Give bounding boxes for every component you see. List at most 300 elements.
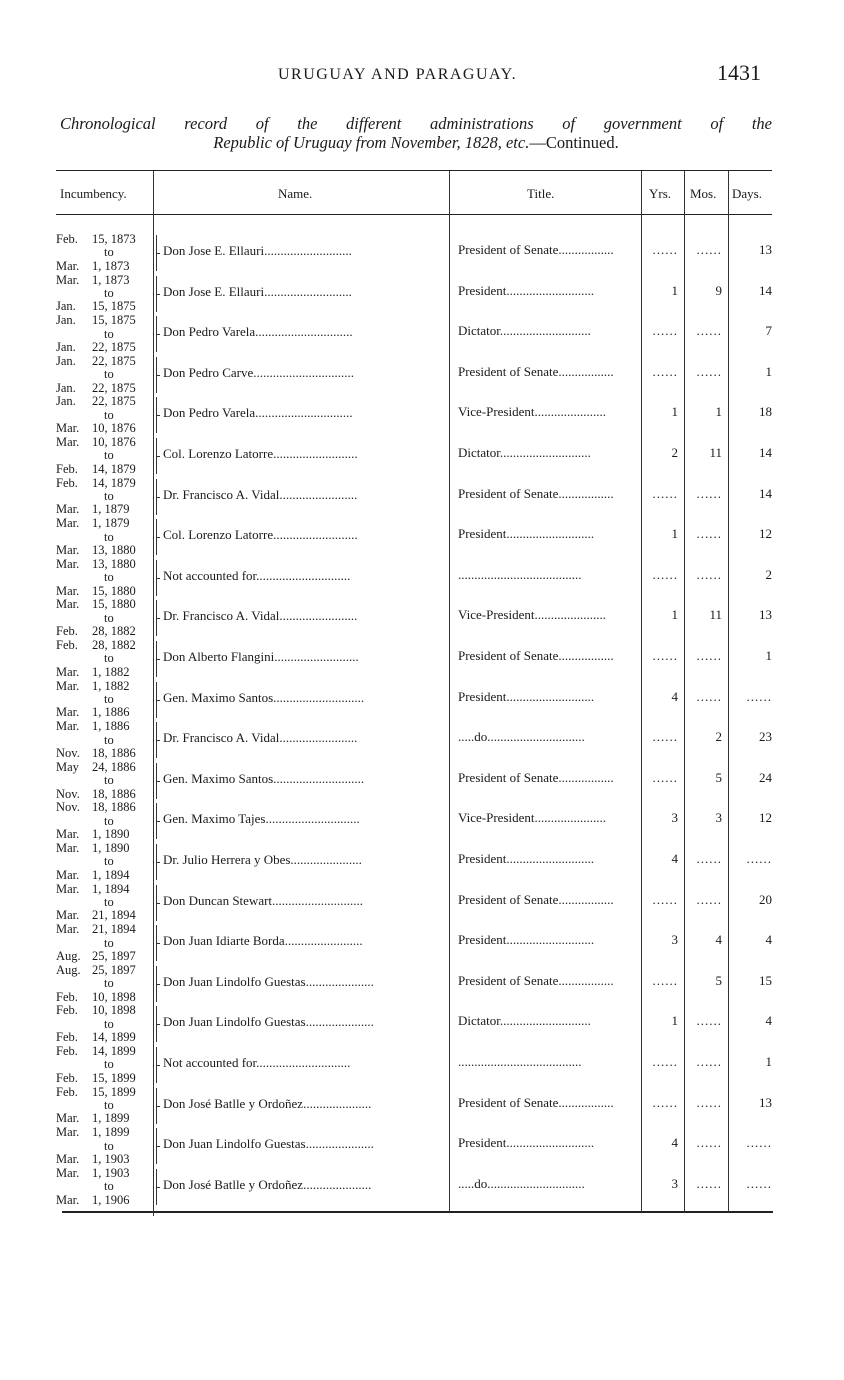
- yrs-cell: ......: [652, 1094, 678, 1110]
- mos-cell: 5: [715, 769, 722, 785]
- to-date: 22, 1875: [92, 340, 136, 354]
- to-connector: to: [104, 1179, 114, 1194]
- to-month: Mar.: [56, 543, 80, 557]
- from-date: 15, 1899: [92, 1084, 136, 1099]
- name-cell: Don Pedro Varela..............................: [163, 324, 353, 340]
- to-connector: to: [104, 407, 114, 422]
- yrs-cell: ......: [652, 566, 678, 582]
- bracket-mark: [156, 682, 162, 718]
- yrs-cell: 3: [671, 1175, 678, 1191]
- from-month: Feb.: [56, 1044, 78, 1058]
- mos-cell: 9: [715, 282, 722, 298]
- days-cell: 14: [759, 485, 772, 501]
- incumbency-cell: [56, 964, 146, 1004]
- days-cell: 12: [759, 810, 772, 826]
- bracket-mark: [156, 1128, 162, 1164]
- from-date: 1, 1879: [92, 516, 130, 531]
- to-date: 1, 1890: [92, 827, 130, 842]
- bracket-mark: [156, 438, 162, 474]
- column-divider: [728, 171, 729, 1212]
- mos-cell: ......: [696, 1094, 722, 1110]
- to-month: Mar.: [56, 705, 80, 720]
- title-cell: President of Senate.................: [458, 972, 614, 988]
- title-cell: Vice-President......................: [458, 404, 606, 420]
- to-month: Mar.: [56, 908, 80, 923]
- to-month: Feb.: [56, 624, 78, 639]
- to-date: 15, 1875: [92, 299, 136, 314]
- to-month: Feb.: [56, 1070, 78, 1085]
- bracket-mark: [156, 600, 162, 636]
- from-date: 1, 1886: [92, 719, 130, 734]
- bracket-mark: [156, 1047, 162, 1083]
- incumbency-cell: [56, 477, 146, 517]
- from-month: Mar.: [56, 719, 80, 734]
- caption-line-2: [60, 133, 772, 152]
- title-cell: President...........................: [458, 1135, 595, 1151]
- to-connector: to: [104, 570, 114, 585]
- name-cell: Gen. Maximo Tajes.............................: [163, 811, 360, 827]
- yrs-cell: 1: [671, 526, 678, 542]
- incumbency-cell: [56, 720, 146, 760]
- name-cell: Don Juan Lindolfo Guestas.....................: [163, 973, 374, 989]
- from-month: Feb.: [56, 1084, 78, 1099]
- title-cell: President of Senate.................: [458, 485, 614, 501]
- yrs-cell: 1: [671, 1013, 678, 1029]
- column-header-name: Name.: [278, 186, 313, 201]
- days-cell: ......: [746, 851, 772, 866]
- name-cell: Don Pedro Carve...............................: [163, 364, 355, 380]
- to-connector: to: [104, 1057, 114, 1072]
- incumbency-cell: [56, 1045, 146, 1085]
- incumbency-cell: [56, 639, 146, 679]
- to-connector: to: [104, 1098, 114, 1112]
- from-date: 28, 1882: [92, 638, 136, 652]
- from-month: Jan.: [56, 353, 76, 368]
- yrs-cell: 4: [671, 1135, 678, 1151]
- page-specks: [0, 1346, 844, 1366]
- bracket-mark: [156, 885, 162, 921]
- bracket-mark: [156, 276, 162, 312]
- from-date: 14, 1879: [92, 475, 136, 490]
- days-cell: 24: [759, 769, 772, 785]
- to-month: Nov.: [56, 786, 80, 801]
- incumbency-cell: [56, 517, 146, 557]
- from-month: Jan.: [56, 394, 76, 409]
- incumbency-cell: [56, 598, 146, 638]
- from-month: Mar.: [56, 841, 80, 855]
- mos-cell: ......: [696, 648, 722, 663]
- days-cell: 14: [759, 282, 772, 298]
- name-cell: Not accounted for.............................: [163, 567, 351, 583]
- to-connector: to: [104, 813, 114, 828]
- from-month: Nov.: [56, 800, 80, 815]
- to-date: 15, 1899: [92, 1070, 136, 1085]
- title-cell: President...........................: [458, 688, 595, 704]
- title-cell: Vice-President......................: [458, 810, 606, 826]
- to-date: 14, 1879: [92, 461, 136, 476]
- mos-cell: ......: [696, 688, 722, 704]
- mos-cell: 11: [709, 607, 722, 623]
- table-caption: [60, 114, 772, 152]
- column-divider: [641, 171, 642, 1212]
- to-month: Mar.: [56, 502, 80, 517]
- mos-cell: 1: [715, 404, 722, 420]
- to-connector: to: [104, 448, 114, 463]
- bracket-mark: [156, 357, 162, 393]
- yrs-cell: ......: [652, 323, 678, 339]
- incumbency-cell: [56, 355, 146, 395]
- to-month: Mar.: [56, 664, 80, 679]
- from-date: 22, 1875: [92, 394, 136, 409]
- column-header-title: Title.: [527, 186, 555, 201]
- from-month: Feb.: [56, 1003, 78, 1018]
- mos-cell: ......: [696, 566, 722, 582]
- bracket-mark: [156, 397, 162, 433]
- to-month: Mar.: [56, 827, 80, 842]
- from-date: 18, 1886: [92, 800, 136, 815]
- to-connector: to: [104, 245, 114, 260]
- from-date: 1, 1882: [92, 678, 130, 693]
- name-cell: Gen. Maximo Santos............................: [163, 689, 365, 705]
- to-date: 25, 1897: [92, 949, 136, 963]
- to-month: Jan.: [56, 380, 76, 395]
- title-cell: President of Senate.................: [458, 769, 614, 785]
- from-month: Mar.: [56, 597, 80, 612]
- days-cell: 23: [759, 729, 772, 745]
- to-month: Feb.: [56, 1030, 78, 1045]
- title-cell: President of Senate.................: [458, 242, 614, 257]
- mos-cell: ......: [696, 242, 722, 257]
- to-connector: to: [104, 326, 114, 341]
- to-connector: to: [104, 976, 114, 991]
- name-cell: Don José Batlle y Ordoñez.....................: [163, 1095, 372, 1111]
- incumbency-cell: [56, 274, 146, 314]
- from-month: Mar.: [56, 881, 80, 896]
- bracket-mark: [156, 763, 162, 799]
- to-connector: to: [104, 732, 114, 747]
- bracket-mark: [156, 316, 162, 352]
- to-date: 10, 1898: [92, 989, 136, 1004]
- from-date: 22, 1875: [92, 353, 136, 368]
- to-date: 18, 1886: [92, 786, 136, 801]
- incumbency-cell: [56, 1086, 146, 1126]
- days-cell: 15: [759, 972, 772, 988]
- title-cell: President of Senate.................: [458, 891, 614, 907]
- to-connector: to: [104, 529, 114, 544]
- from-month: Mar.: [56, 272, 80, 287]
- title-cell: President...........................: [458, 932, 595, 948]
- to-date: 1, 1899: [92, 1111, 130, 1126]
- from-month: Mar.: [56, 678, 80, 693]
- days-cell: 4: [765, 1013, 772, 1029]
- name-cell: Don Jose E. Ellauri...........................: [163, 243, 352, 258]
- bracket-mark: [156, 560, 162, 596]
- title-cell: ......................................: [458, 566, 582, 582]
- incumbency-cell: [56, 395, 146, 435]
- column-divider: [684, 171, 685, 1212]
- to-date: 28, 1882: [92, 624, 136, 639]
- column-header-yrs: Yrs.: [649, 186, 672, 201]
- mos-cell: ......: [696, 323, 722, 339]
- to-month: Mar.: [56, 421, 80, 436]
- title-cell: .....do..............................: [458, 729, 585, 745]
- yrs-cell: 1: [671, 607, 678, 623]
- bracket-mark: [156, 1006, 162, 1042]
- incumbency-cell: [56, 558, 146, 598]
- incumbency-cell: [56, 801, 146, 841]
- incumbency-cell: [56, 923, 146, 963]
- name-cell: Don Jose E. Ellauri...........................: [163, 283, 352, 299]
- to-date: 1, 1882: [92, 664, 130, 679]
- mos-cell: ......: [696, 1135, 722, 1151]
- incumbency-cell: [56, 1167, 146, 1207]
- to-connector: to: [104, 651, 114, 666]
- yrs-cell: ......: [652, 242, 678, 257]
- column-header-days: Days.: [732, 186, 762, 201]
- to-month: Feb.: [56, 461, 78, 476]
- to-month: Feb.: [56, 989, 78, 1004]
- yrs-cell: ......: [652, 729, 678, 745]
- bracket-mark: [156, 1169, 162, 1205]
- name-cell: Don Pedro Varela..............................: [163, 405, 353, 421]
- days-cell: 1: [765, 363, 772, 379]
- from-date: 1, 1894: [92, 881, 130, 896]
- from-month: Feb.: [56, 638, 78, 652]
- name-cell: Not accounted for.............................: [163, 1055, 351, 1070]
- from-month: Mar.: [56, 922, 80, 937]
- yrs-cell: ......: [652, 363, 678, 379]
- from-month: May: [56, 759, 79, 774]
- page-number: 1431: [717, 60, 761, 85]
- from-date: 1, 1890: [92, 841, 130, 855]
- bracket-mark: [156, 235, 162, 271]
- from-date: 24, 1886: [92, 759, 136, 774]
- from-date: 14, 1899: [92, 1044, 136, 1058]
- to-connector: to: [104, 286, 114, 300]
- running-head: URUGUAY AND PARAGUAY.: [278, 66, 518, 83]
- incumbency-cell: [56, 883, 146, 923]
- mos-cell: ......: [696, 1175, 722, 1191]
- title-cell: President...........................: [458, 526, 595, 542]
- to-date: 1, 1903: [92, 1152, 130, 1166]
- days-cell: 18: [759, 404, 772, 420]
- name-cell: Don Juan Idiarte Borda........................: [163, 933, 363, 949]
- from-month: Mar.: [56, 1165, 80, 1180]
- from-date: 15, 1873: [92, 232, 136, 246]
- incumbency-cell: [56, 436, 146, 476]
- days-cell: ......: [746, 1135, 772, 1151]
- bracket-mark: [156, 479, 162, 515]
- mos-cell: ......: [696, 1013, 722, 1029]
- to-date: 1, 1906: [92, 1192, 130, 1207]
- from-date: 1, 1899: [92, 1125, 130, 1140]
- to-connector: to: [104, 854, 114, 869]
- from-date: 1, 1873: [92, 272, 130, 287]
- to-month: Nov.: [56, 746, 80, 760]
- bracket-mark: [156, 1088, 162, 1124]
- mos-cell: 3: [715, 810, 722, 826]
- from-date: 15, 1875: [92, 313, 136, 328]
- name-cell: Don Alberto Flangini..........................: [163, 649, 359, 664]
- table-top-rule: [56, 170, 772, 171]
- to-month: Mar.: [56, 1192, 80, 1207]
- to-connector: to: [104, 692, 114, 706]
- from-month: Aug.: [56, 962, 81, 977]
- from-month: Mar.: [56, 435, 80, 449]
- title-cell: Vice-President......................: [458, 607, 606, 623]
- mos-cell: ......: [696, 485, 722, 501]
- to-date: 14, 1899: [92, 1030, 136, 1045]
- title-cell: .....do..............................: [458, 1175, 585, 1191]
- to-month: Jan.: [56, 299, 76, 314]
- name-cell: Gen. Maximo Santos............................: [163, 770, 365, 786]
- name-cell: Dr. Francisco A. Vidal........................: [163, 730, 358, 746]
- days-cell: 13: [759, 242, 772, 257]
- days-cell: ......: [746, 1175, 772, 1191]
- from-month: Mar.: [56, 556, 80, 571]
- to-month: Mar.: [56, 583, 80, 598]
- from-date: 15, 1880: [92, 597, 136, 612]
- title-cell: President of Senate.................: [458, 363, 614, 379]
- days-cell: 12: [759, 526, 772, 542]
- days-cell: ......: [746, 688, 772, 704]
- column-divider: [449, 171, 450, 1212]
- mos-cell: ......: [696, 851, 722, 866]
- yrs-cell: 3: [671, 932, 678, 948]
- title-cell: President of Senate.................: [458, 648, 614, 663]
- to-date: 22, 1875: [92, 380, 136, 395]
- yrs-cell: ......: [652, 485, 678, 501]
- incumbency-cell: [56, 1126, 146, 1166]
- mos-cell: ......: [696, 526, 722, 542]
- to-connector: to: [104, 610, 114, 625]
- days-cell: 13: [759, 607, 772, 623]
- mos-cell: ......: [696, 363, 722, 379]
- caption-line-2-roman: —Continued.: [529, 133, 619, 152]
- to-connector: to: [104, 773, 114, 788]
- to-date: 21, 1894: [92, 908, 136, 923]
- from-date: 1, 1903: [92, 1165, 130, 1180]
- column-header-mos: Mos.: [690, 186, 717, 201]
- incumbency-cell: [56, 842, 146, 882]
- to-date: 13, 1880: [92, 543, 136, 557]
- to-connector: to: [104, 935, 114, 950]
- to-connector: to: [104, 1016, 114, 1031]
- from-month: Feb.: [56, 475, 78, 490]
- from-date: 25, 1897: [92, 962, 136, 977]
- title-cell: Dictator............................: [458, 323, 591, 339]
- mos-cell: 2: [715, 729, 722, 745]
- to-month: Mar.: [56, 1152, 80, 1166]
- name-cell: Dr. Francisco A. Vidal........................: [163, 608, 358, 624]
- to-month: Mar.: [56, 258, 80, 273]
- mos-cell: 11: [709, 445, 722, 460]
- to-date: 18, 1886: [92, 746, 136, 760]
- caption-line-2-italic: Republic of Uruguay from November, 1828, etc.: [213, 133, 530, 152]
- yrs-cell: ......: [652, 1054, 678, 1069]
- bracket-mark: [156, 803, 162, 839]
- to-month: Aug.: [56, 949, 81, 963]
- incumbency-cell: [56, 680, 146, 720]
- name-cell: Col. Lorenzo Latorre..........................: [163, 527, 358, 543]
- days-cell: 20: [759, 891, 772, 907]
- yrs-cell: ......: [652, 769, 678, 785]
- to-date: 1, 1886: [92, 705, 130, 720]
- to-date: 1, 1873: [92, 258, 130, 273]
- yrs-cell: 4: [671, 851, 678, 866]
- from-date: 10, 1898: [92, 1003, 136, 1018]
- to-date: 10, 1876: [92, 421, 136, 436]
- days-cell: 14: [759, 445, 772, 460]
- title-cell: Dictator............................: [458, 445, 591, 460]
- title-cell: ......................................: [458, 1054, 582, 1069]
- mos-cell: ......: [696, 891, 722, 907]
- incumbency-cell: [56, 314, 146, 354]
- incumbency-cell: [56, 761, 146, 801]
- to-month: Mar.: [56, 867, 80, 882]
- incumbency-cell: [56, 233, 146, 273]
- mos-cell: 4: [715, 932, 722, 948]
- to-date: 1, 1894: [92, 867, 130, 882]
- bracket-mark: [156, 641, 162, 677]
- caption-line-1: Chronological record of the different administrations of government of the: [60, 114, 772, 133]
- name-cell: Dr. Francisco A. Vidal........................: [163, 486, 358, 502]
- yrs-cell: 2: [671, 445, 678, 460]
- to-date: 1, 1879: [92, 502, 130, 517]
- title-cell: President...........................: [458, 282, 595, 298]
- to-month: Jan.: [56, 340, 76, 354]
- yrs-cell: 1: [671, 404, 678, 420]
- yrs-cell: ......: [652, 648, 678, 663]
- header-bottom-rule: [56, 214, 772, 215]
- bracket-mark: [156, 925, 162, 961]
- to-month: Mar.: [56, 1111, 80, 1126]
- yrs-cell: 1: [671, 282, 678, 298]
- name-cell: Don Juan Lindolfo Guestas.....................: [163, 1136, 374, 1152]
- bracket-mark: [156, 722, 162, 758]
- bracket-mark: [156, 844, 162, 880]
- name-cell: Don José Batlle y Ordoñez.....................: [163, 1176, 372, 1192]
- mos-cell: 5: [715, 972, 722, 988]
- days-cell: 7: [765, 323, 772, 339]
- from-month: Mar.: [56, 516, 80, 531]
- yrs-cell: 4: [671, 688, 678, 704]
- name-cell: Col. Lorenzo Latorre..........................: [163, 446, 358, 461]
- yrs-cell: ......: [652, 972, 678, 988]
- name-cell: Don Duncan Stewart............................: [163, 892, 364, 908]
- bracket-mark: [156, 966, 162, 1002]
- table-bottom-rule: [62, 1211, 773, 1213]
- incumbency-cell: [56, 1004, 146, 1044]
- title-cell: Dictator............................: [458, 1013, 591, 1029]
- column-header-incumbency: Incumbency.: [60, 186, 127, 201]
- from-date: 13, 1880: [92, 556, 136, 571]
- mos-cell: ......: [696, 1054, 722, 1069]
- from-month: Mar.: [56, 1125, 80, 1140]
- name-cell: Dr. Julio Herrera y Obes......................: [163, 852, 362, 867]
- days-cell: 1: [765, 648, 772, 663]
- to-connector: to: [104, 895, 114, 909]
- to-connector: to: [104, 489, 114, 503]
- days-cell: 1: [765, 1054, 772, 1069]
- yrs-cell: ......: [652, 891, 678, 907]
- yrs-cell: 3: [671, 810, 678, 826]
- days-cell: 13: [759, 1094, 772, 1110]
- column-divider: [153, 171, 154, 1216]
- to-connector: to: [104, 367, 114, 382]
- from-date: 10, 1876: [92, 435, 136, 449]
- from-month: Jan.: [56, 313, 76, 328]
